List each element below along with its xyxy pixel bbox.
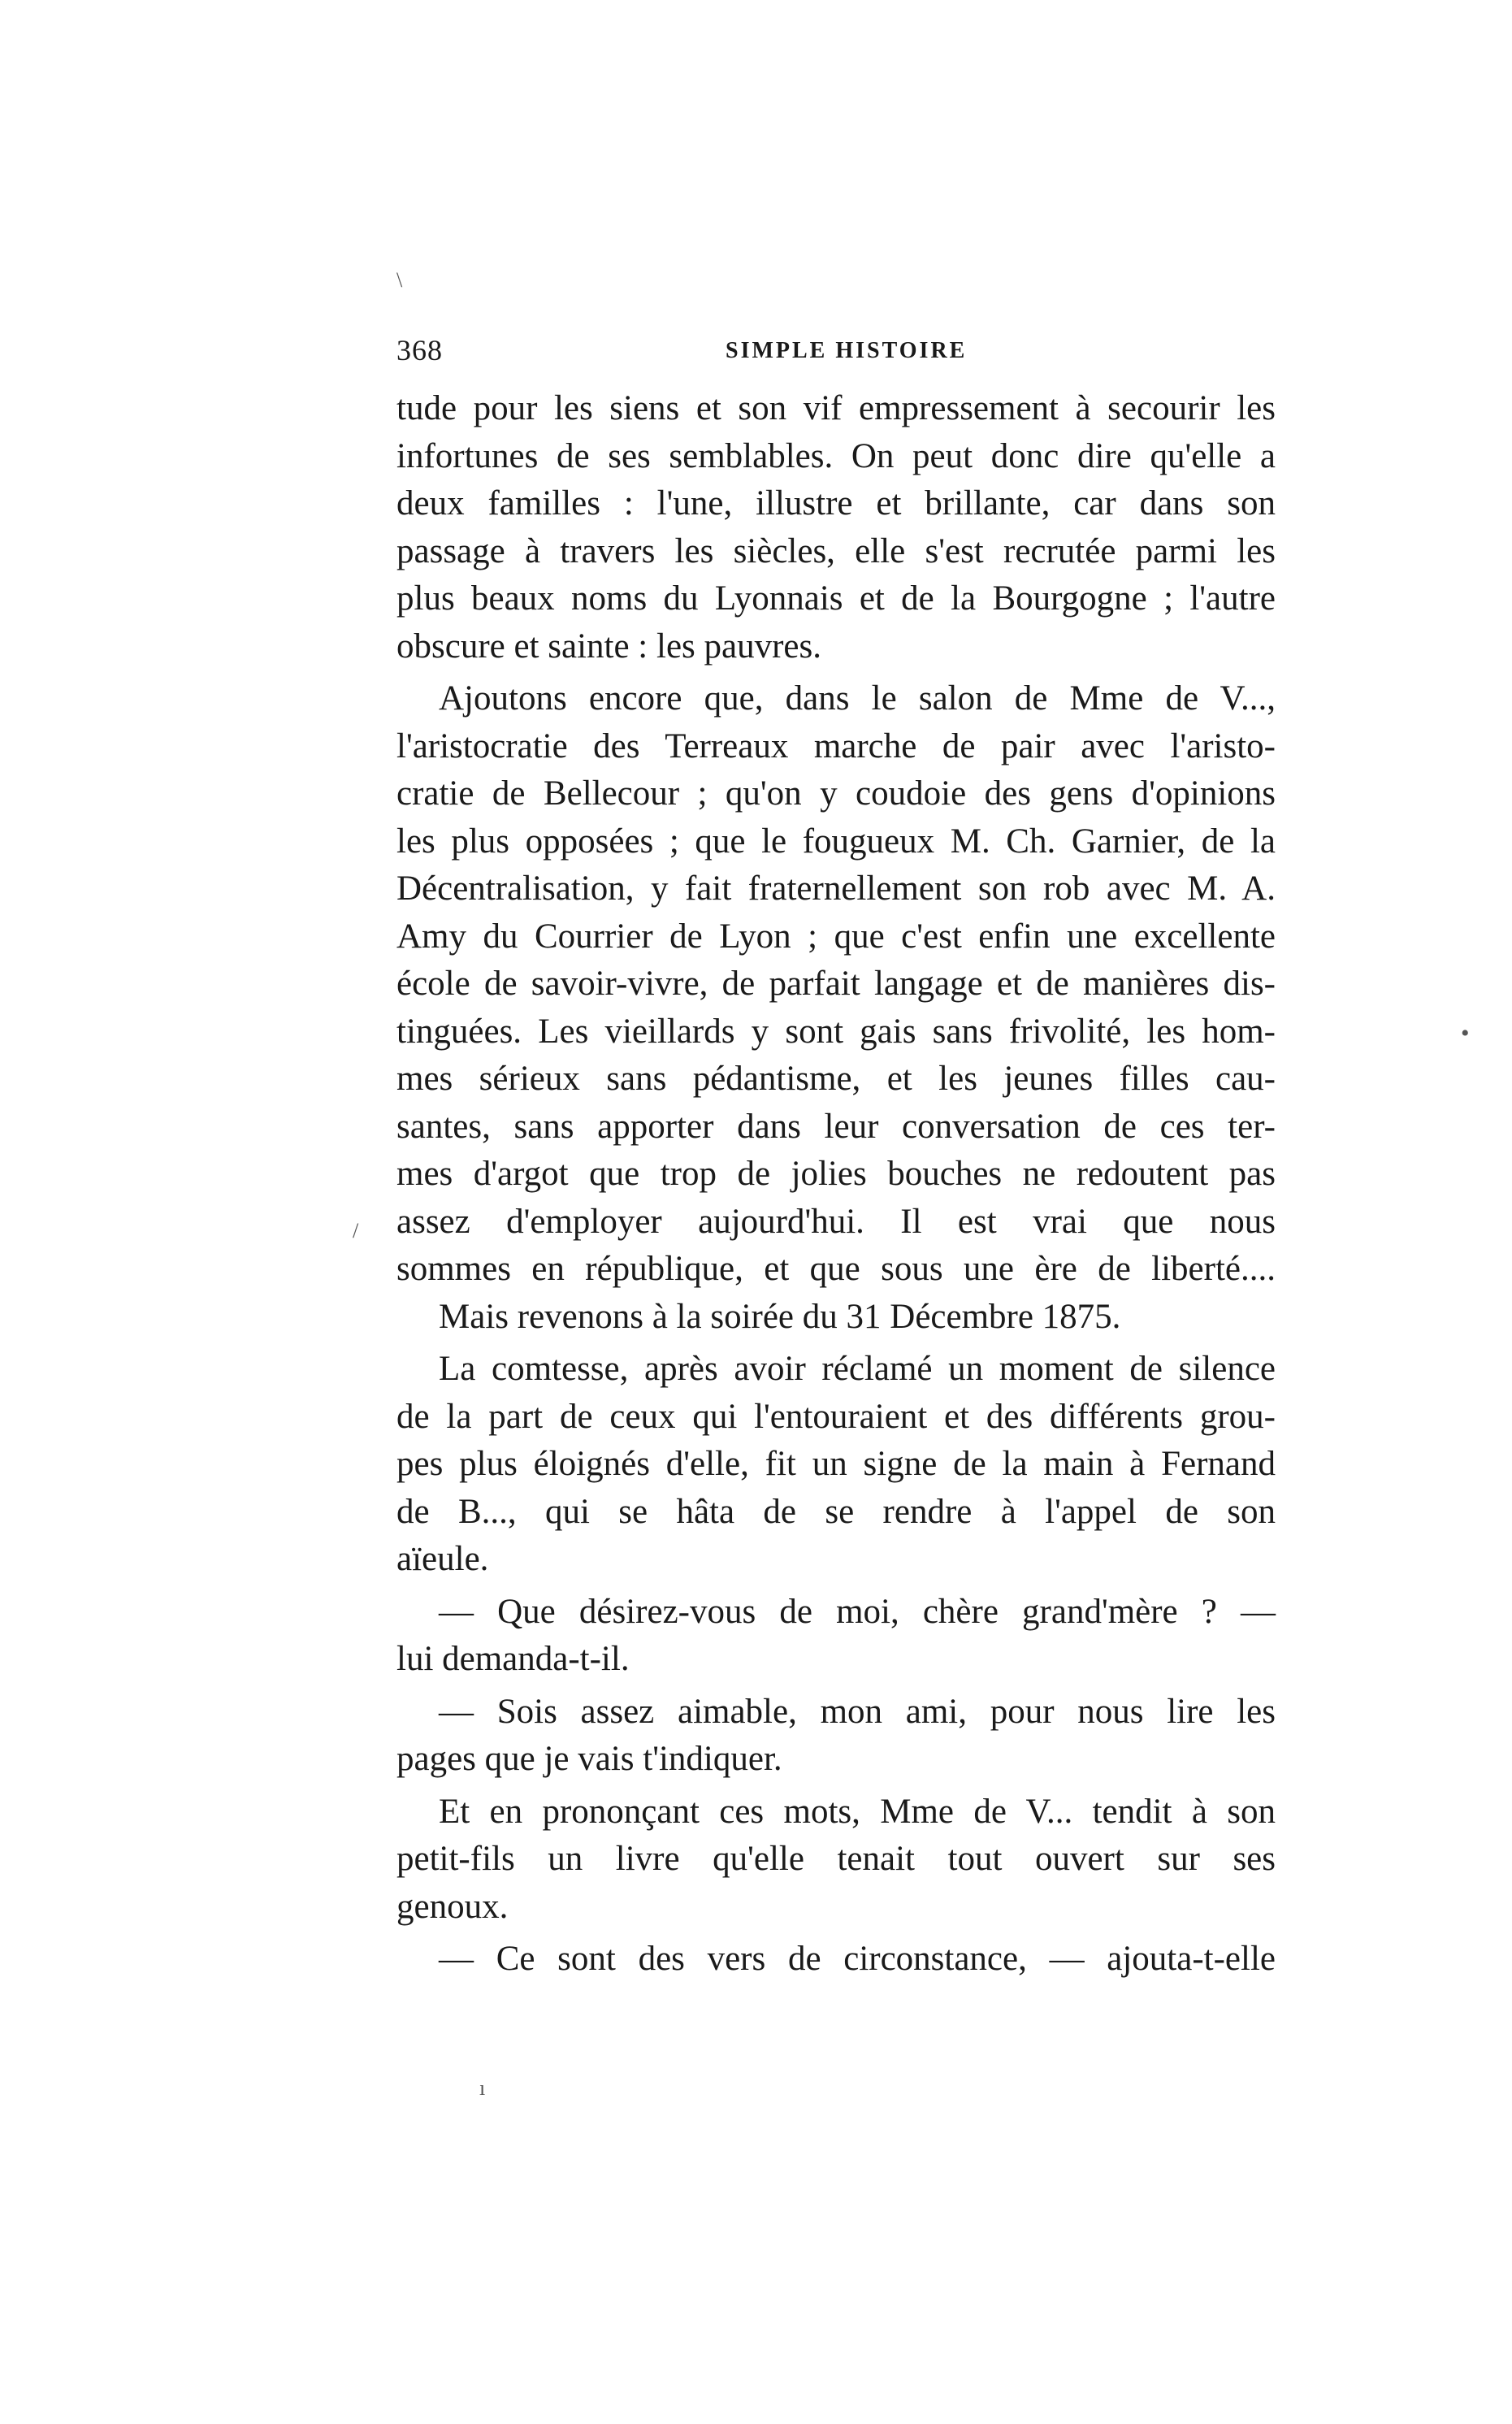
text-line: pages que je vais t'indiquer. xyxy=(396,1740,782,1778)
text-line: les plus opposées ; que le fougueux M. Ch. Garnier, de la xyxy=(396,822,1276,861)
text-line: — Que désirez-vous de moi, chère grand'mère ? — xyxy=(439,1592,1276,1631)
text-line: santes, sans apporter dans leur conversation de ces ter- xyxy=(396,1107,1276,1146)
text-line: Décentralisation, y fait fraternellement son rob avec M. A. xyxy=(396,869,1276,908)
text-line: Et en prononçant ces mots, Mme de V... tendit à son xyxy=(439,1792,1276,1831)
text-line: genoux. xyxy=(396,1887,509,1926)
body-text xyxy=(396,385,1276,1984)
running-head: SIMPLE HISTOIRE xyxy=(726,338,968,363)
text-line: Amy du Courrier de Lyon ; que c'est enfin une excellente xyxy=(396,917,1276,956)
text-line: cratie de Bellecour ; qu'on y coudoie des gens d'opinions xyxy=(396,774,1276,813)
text-line: école de savoir-vivre, de parfait langage et de manières dis- xyxy=(396,965,1276,1003)
text-line: — Ce sont des vers de circonstance, — ajouta-t-elle xyxy=(439,1940,1276,1978)
page-number: 368 xyxy=(396,334,443,366)
text-line: sommes en république, et que sous une ère de liberté.... xyxy=(396,1250,1276,1288)
text-line: assez d'employer aujourd'hui. Il est vrai que nous xyxy=(396,1202,1276,1241)
text-line: mes sérieux sans pédantisme, et les jeunes filles cau- xyxy=(396,1060,1276,1098)
scan-speck: \ xyxy=(396,268,403,292)
scan-speck: • xyxy=(1461,1020,1470,1047)
text-line: pes plus éloignés d'elle, fit un signe de la main à Fernand xyxy=(396,1445,1276,1483)
text-line: aïeule. xyxy=(396,1540,489,1578)
text-line: de B..., qui se hâta de se rendre à l'appel de son xyxy=(396,1492,1276,1531)
text-line: de la part de ceux qui l'entouraient et des différents grou- xyxy=(396,1397,1276,1436)
text-line: deux familles : l'une, illustre et brillante, car dans son xyxy=(396,484,1276,523)
text-line: plus beaux noms du Lyonnais et de la Bourgogne ; l'autre xyxy=(396,579,1276,618)
text-line: Ajoutons encore que, dans le salon de Mme de V..., xyxy=(439,679,1276,718)
text-line: La comtesse, après avoir réclamé un moment de silence xyxy=(439,1350,1276,1388)
scan-speck: / xyxy=(353,1219,359,1242)
text-line: l'aristocratie des Terreaux marche de pair avec l'aristo- xyxy=(396,726,1276,765)
scan-speck: ı xyxy=(479,2076,486,2100)
text-line: — Sois assez aimable, mon ami, pour nous lire les xyxy=(439,1692,1276,1731)
page-header xyxy=(396,333,1276,374)
text-line: lui demanda-t-il. xyxy=(396,1640,630,1678)
text-line: petit-fils un livre qu'elle tenait tout ouvert sur ses xyxy=(396,1840,1276,1878)
text-line: obscure et sainte : les pauvres. xyxy=(396,627,821,666)
text-line: Mais revenons à la soirée du 31 Décembre 1875. xyxy=(439,1297,1121,1336)
text-line: passage à travers les siècles, elle s'est recrutée parmi les xyxy=(396,531,1276,570)
text-line: tude pour les siens et son vif empressement à secourir les xyxy=(396,389,1276,427)
text-line: tinguées. Les vieillards y sont gais sans frivolité, les hom- xyxy=(396,1012,1276,1051)
text-line: infortunes de ses semblables. On peut donc dire qu'elle a xyxy=(396,436,1276,475)
text-line: mes d'argot que trop de jolies bouches ne redoutent pas xyxy=(396,1155,1276,1193)
